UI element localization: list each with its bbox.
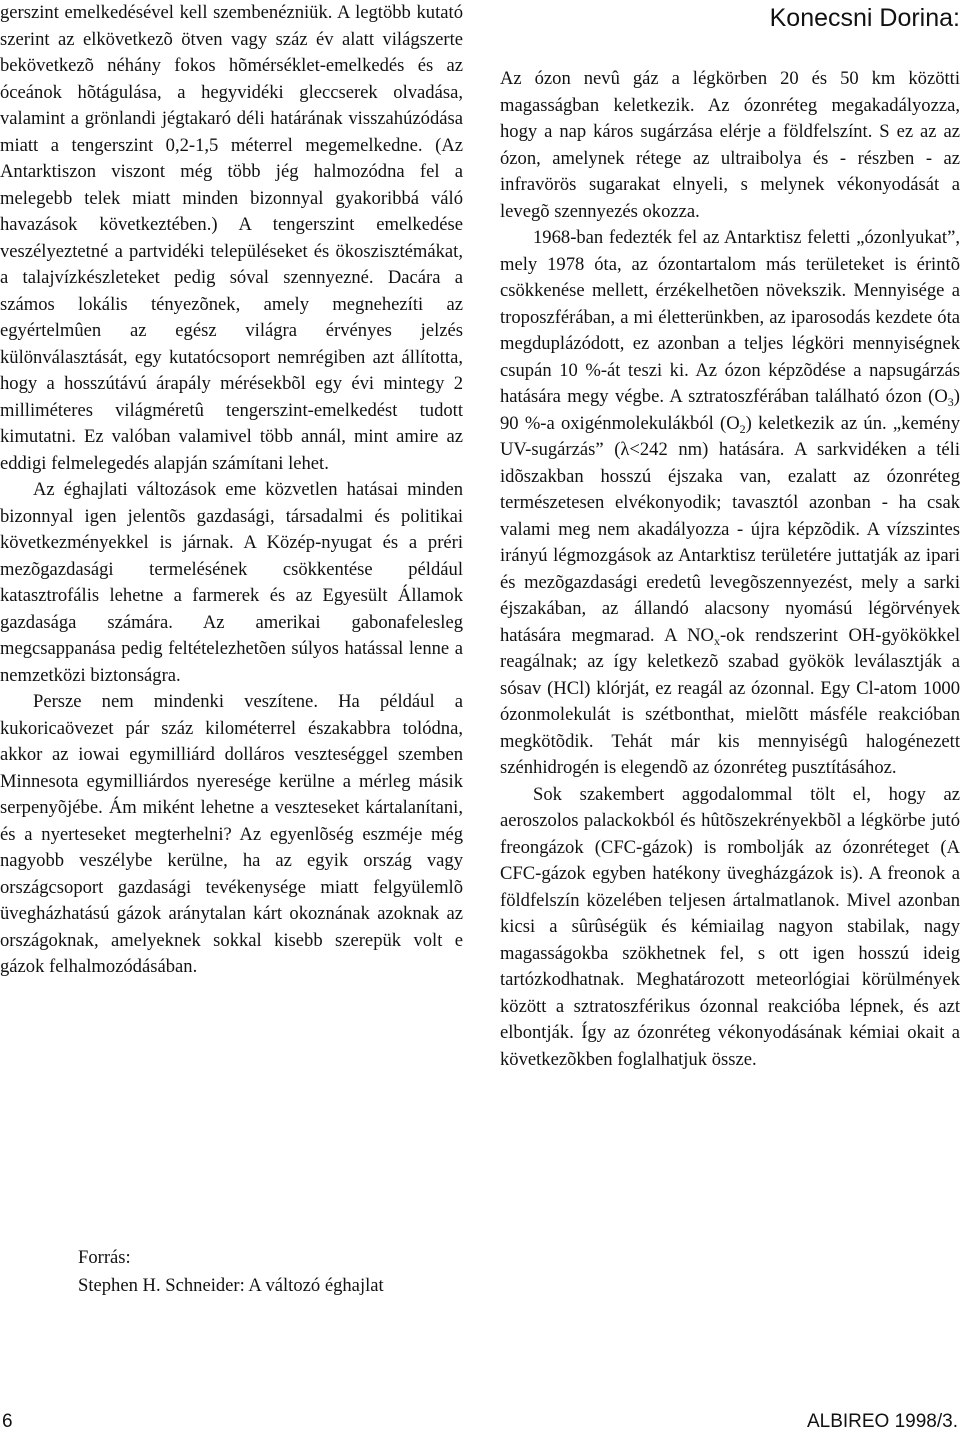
left-paragraph-3: Persze nem mindenki veszítene. Ha például a kukoricaövezet pár száz kilométerrel északabbra tolódna, akkor az iowai egymilliárd dolláros veszteséggel szemben Minnesota egymilliárdos nyeresége kerülne a mérleg másik serpenyõjébe. Ám miként lehetne a veszteseket kártalanítani, és a nyerteseket megterhelni? Az egyenlõség eszméje még nagyobb veszélybe kerülne, ha az egyik ország vagy országcsoport gazdasági tevékenysége miatt felgyülemlõ üvegházhatású gázok aránytalan kárt okoznának azoknak az országoknak, amelyeknek sokkal kisebb szerepük volt e gázok felhalmozódásában. (0, 691, 463, 977)
subscript-x: x (713, 633, 720, 648)
subscript-2: 2 (739, 421, 746, 436)
issue-label: ALBIREO 1998/3. (806, 1411, 958, 1432)
right-paragraph-2 (500, 225, 960, 782)
left-paragraph-2: Az éghajlati változások eme közvetlen hatásai minden bizonnyal igen jelentõs gazdasági, társadalmi és politikai következményekkel is járnak. A Közép-nyugat és a préri mezõgazdasági termelésének csökkentése például katasztrofális lehetne a farmerek és az Egyesült Államok gazdasága számára. Az amerikai gabonafelesleg megcsappanása pedig feltételezhetõen súlyos hatással lenne a nemzetközi biztonságra. (0, 479, 463, 686)
right-paragraph-2-part-d: -ok rendszerint OH-gyökökkel reagálnak; az így keletkezõ szabad gyökök leválasztják a sósav (HCl) klórját, ez reagál az ózonnal. Egy Cl-atom 1000 ózonmolekulát is szétbonthat, mielõtt másféle reakcióban megkötõdik. Tehát már kis mennyiségû halogénezett szénhidrogén is elegendõ az ózonréteg pusztításához. (500, 624, 960, 778)
left-column (0, 0, 463, 981)
source-citation: Stephen H. Schneider: A változó éghajlat (78, 1275, 384, 1296)
left-paragraph-1: gerszint emelkedésével kell szembenézniük. A legtöbb kutató szerint az elkövetkezõ ötven vagy száz év alatt világszerte bekövetkezõ néhány fokos hõmérséklet-emelkedés és az óceánok hõtágulása, a hegyvidéki gleccserek olvadása, valamint a grönlandi jégtakaró déli határának visszahúzódása miatt a tengerszint 0,2-1,5 méterrel megemelkedne. (Az Antarktiszon viszont még több jég halmozódna fel a melegebb telek miatt minden bizonnyal gyakoribbá váló havazások következtében.) A tengerszint emelkedése veszélyeztetné a partvidéki településeket és ökoszisztémákat, a talajvízkészleteket pedig sóval szennyezné. Dacára a számos lokális tényezõnek, amely megnehezíti az egyértelmûen az egész világra érvényes jelzés különválasztását, egy kutatócsoport nemrégiben azt állította, hogy a hosszútávú árapály mérésekbõl egy évi mintegy 2 milliméteres világméretû tengerszint-emelkedést tudott kimutatni. Ez valóban valamivel több annál, mint amire az eddigi felmelegedés alapján számítani lehet. (0, 2, 463, 474)
subscript-3: 3 (947, 395, 954, 409)
right-paragraph-1: Az ózon nevû gáz a légkörben 20 és 50 km közötti magasságban keletkezik. Az ózonréteg megakadályozza, hogy a nap káros sugárzása elérje a földfelszínt. S ez az az ózon, amelynek rétege az ultraibolya és - részben - az infravörös sugarakat elnyeli, s melynek vékonyodását a levegõ szennyezés okozza. (500, 68, 960, 222)
right-paragraph-2-part-a: 1968-ban fedezték fel az Antarktisz feletti „ózonlyukat”, mely 1978 óta, az ózontartalom más területeket is érintõ csökkenése mellett, érzékelhetõen növekszik. Mennyisége a troposzférában, a mi életterünkben, az iparosodás kezdete óta megduplázódott, ez azonban a teljes légköri mennyiségnek csupán 10 %-át teszi ki. Az ózon képzõdése a napsugárzás hatására megy végbe. A sztratoszférában található ózon (O (500, 227, 960, 407)
article-author: Konecsni Dorina: (769, 4, 960, 32)
source-label: Forrás: (78, 1247, 131, 1268)
right-paragraph-3: Sok szakembert aggodalommal tölt el, hogy az aeroszolos palackokból és hûtõszekrényekbõl a légkörbe jutó freongázok (CFC-gázok) is rombolják az ózonréteget (A CFC-gázok egyben hatékony üvegházgázok is). A freonok a földfelszín közelében teljesen ártalmatlanok. Mivel azonban kicsi a sûrûségük és kémiailag nagyon stabilak, nagy magasságokba szökhetnek fel, s ott igen hosszú ideig tartózkodhatnak. Meghatározott meteorlógiai körülmények között a sztratoszférikus ózonnal reakcióba lépnek, és azt elbontják. Így az ózonréteg vékonyodásának kémiai okait a következõkben foglalhatjuk össze. (500, 783, 960, 1070)
right-column (500, 66, 960, 1073)
right-paragraph-2-part-b: ) 90 %-a oxigénmolekulákból (O (500, 386, 960, 434)
source-block (78, 1244, 478, 1300)
page-number: 6 (2, 1411, 13, 1432)
right-paragraph-2-part-c: ) keletkezik az ún. „kemény UV-sugárzás” (λ<242 nm) hatására. A sarkvidéken a téli idõszakban hosszú éjszaka van, ezalatt az ózonréteg természetesen elvékonyodik; tavasztól azonban - ha csak valami meg nem akadályozza - újra képzõdik. A vízszintes irányú légmozgások az Antarktisz területére juttatják az ipari és mezõgazdasági eredetû levegõszennyezést, mely a sarki éjszakában, az állandó alacsony nyomású légörvények hatására megmarad. A NO (500, 412, 960, 646)
